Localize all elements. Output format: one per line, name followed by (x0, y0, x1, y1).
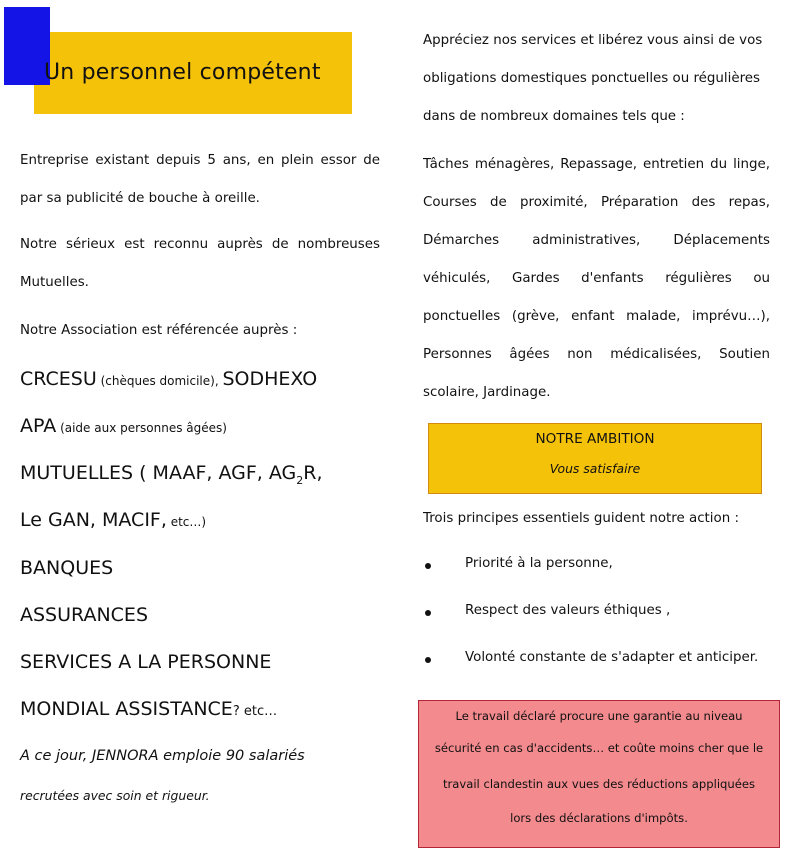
sodhexo-label: SODHEXO (222, 368, 318, 390)
domains-line-2: Courses de proximité, Préparation des repas, (423, 195, 770, 210)
notice-line-4: lors des déclarations d'impôts. (510, 811, 688, 825)
principles-intro: Trois principes essentiels guident notre action : (423, 511, 739, 526)
ambition-subtitle: Vous satisfaire (549, 461, 641, 476)
list-item-gan (20, 509, 206, 531)
bullet-dot (425, 610, 431, 616)
apa-label: APA (20, 415, 57, 437)
domains-line-3: Démarches administratives, Déplacements (423, 233, 770, 248)
list-item-services: SERVICES A LA PERSONNE (20, 651, 272, 673)
domains-line-4: véhiculés, Gardes d'enfants régulières ou (423, 271, 770, 286)
serieux-line-2: Mutuelles. (20, 275, 89, 290)
mondial-label: MONDIAL ASSISTANCE (20, 698, 233, 720)
crcesu-label: CRCESU (20, 368, 97, 390)
principle-item-2: Respect des valeurs éthiques , (465, 603, 671, 618)
right-intro-line-3: dans de nombreux domaines tels que : (423, 109, 685, 124)
domains-line-5: ponctuelles (grève, enfant malade, imprévu…), (423, 309, 770, 324)
principle-item-3: Volonté constante de s'adapter et anticiper. (465, 650, 759, 665)
page-title: Un personnel compétent (44, 60, 321, 85)
list-item-mutuelles (20, 462, 323, 487)
mutuelles-end: R, (303, 462, 323, 484)
list-item-apa (20, 415, 227, 437)
principle-item-1: Priorité à la personne, (465, 556, 613, 571)
serieux-line-1: Notre sérieux est reconnu auprès de nombreuses (20, 237, 380, 252)
domains-line-6: Personnes âgées non médicalisées, Soutien (423, 347, 770, 362)
domains-line-1: Tâches ménagères, Repassage, entretien du linge, (423, 157, 770, 172)
list-item-mondial (20, 698, 277, 720)
right-intro-line-1: Appréciez nos services et libérez vous ainsi de vos (423, 33, 763, 48)
list-item-crcesu (20, 368, 317, 390)
crcesu-note: (chèques domicile), (96, 374, 223, 388)
bullet-dot (425, 657, 431, 663)
notice-line-1: Le travail déclaré procure une garantie au niveau (455, 709, 743, 723)
list-item-banques: BANQUES (20, 557, 114, 579)
intro-line-2: par sa publicité de bouche à oreille. (20, 191, 260, 206)
notice-line-3: travail clandestin aux vues des réductions appliquées (442, 777, 756, 791)
gan-note: etc…) (166, 515, 207, 529)
notice-box (418, 700, 780, 848)
association-text: Notre Association est référencée auprès : (20, 323, 298, 338)
gan-label: Le GAN, MACIF, (20, 509, 167, 531)
intro-line-1: Entreprise existant depuis 5 ans, en plein essor de (20, 153, 380, 168)
right-intro-line-2: obligations domestiques ponctuelles ou régulières (423, 71, 761, 86)
mondial-note: ? etc… (232, 704, 278, 719)
notice-line-2: sécurité en cas d'accidents… et coûte moins cher que le (434, 741, 764, 755)
apa-note: (aide aux personnes âgées) (56, 421, 227, 435)
mutuelles-label: MUTUELLES ( MAAF, AGF, AG (20, 462, 297, 484)
list-item-assurances: ASSURANCES (20, 604, 148, 626)
mutuelles-sup: 2 (296, 473, 304, 487)
jennora-line-1: A ce jour, JENNORA emploie 90 salariés (20, 748, 305, 764)
domains-line-7: scolaire, Jardinage. (423, 385, 551, 400)
ambition-title: NOTRE AMBITION (535, 431, 655, 447)
ambition-box (428, 423, 762, 494)
jennora-line-2: recrutées avec soin et rigueur. (20, 788, 210, 803)
bullet-dot (425, 563, 431, 569)
